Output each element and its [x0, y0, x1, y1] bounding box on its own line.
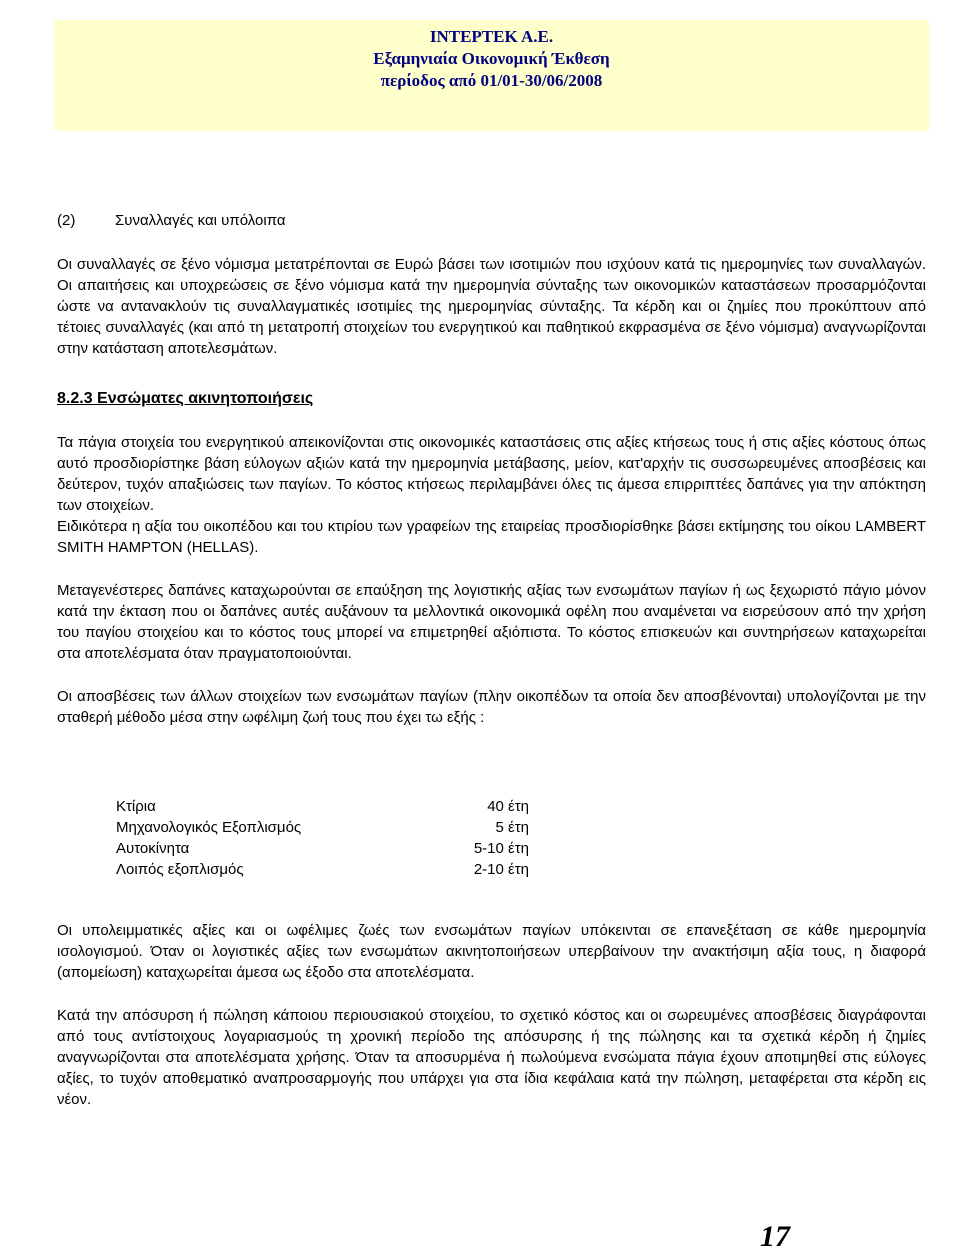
useful-life-table	[116, 796, 529, 880]
table-row	[116, 838, 529, 859]
asset-name: Λοιπός εξοπλισμός	[116, 861, 244, 878]
subsection-number: (2)	[57, 212, 76, 229]
report-period: περίοδος από 01/01-30/06/2008	[380, 71, 603, 90]
section-number: 8.2.3	[57, 390, 93, 407]
asset-life: 5-10 έτη	[473, 840, 529, 857]
subsection-heading	[57, 210, 926, 232]
page-number: 17	[760, 1220, 790, 1253]
report-title: Εξαμηνιαία Οικονομική Έκθεση	[373, 49, 610, 68]
asset-life: 40 έτη	[487, 798, 529, 815]
subsection-title: Συναλλαγές και υπόλοιπα	[115, 212, 286, 229]
table-row	[116, 817, 529, 838]
paragraph-4: Οι αποσβέσεις των άλλων στοιχείων των ενσωμάτων παγίων (πλην οικοπέδων τα οποία δεν αποσβένονται) υπολογίζονται με την σταθερή μέθοδο μέσα στην ωφέλιμη ζωή τους που έχει τω εξής :	[57, 688, 926, 726]
subsection-paragraph: Οι συναλλαγές σε ξένο νόμισμα μετατρέπονται σε Ευρώ βάσει των ισοτιμιών που ισχύουν κατά τις ημερομηνίες των συναλλαγών. Οι απαιτήσεις και υποχρεώσεις σε ξένο νόμισμα κατά την ημερομηνία σύνταξης των οικονομικών καταστάσεων προσαρμόζονται ώστε να αντανακλούν τις συναλλαγματικές ισοτιμίες της ημερομηνίας σύνταξης. Τα κέρδη και οι ζημίες που προκύπτουν από τέτοιες συναλλαγές (και από τη μετατροπή στοιχείων του ενεργητικού και παθητικού εκφρασμένα σε ξένο νόμισμα) αναγνωρίζονται στην κατάσταση αποτελεσμάτων.	[57, 256, 926, 357]
paragraph-3: Μεταγενέστερες δαπάνες καταχωρούνται σε επαύξηση της λογιστικής αξίας των ενσωμάτων παγίων ή ως ξεχωριστό πάγιο μόνον κατά την έκταση που οι δαπάνες αυτές αυξάνουν τα μελλοντικά οικονομικά οφέλη που αναμένεται να εισρεύσουν από την χρήση του παγίου στοιχείου και το κόστος τους μπορεί να επιμετρηθεί αξιόπιστα. Το κόστος επισκευών και συντηρήσεων καταχωρείται στα αποτελέσματα όταν πραγματοποιούνται.	[57, 582, 926, 662]
table-row	[116, 859, 529, 880]
asset-name: Μηχανολογικός Εξοπλισμός	[116, 819, 302, 836]
asset-name: Αυτοκίνητα	[116, 840, 190, 857]
paragraph-1: Τα πάγια στοιχεία του ενεργητικού απεικονίζονται στις οικονομικές καταστάσεις στις αξίες κτήσεως τους ή στις αξίες κόστους όπως αυτό προσδιορίστηκε βάση εύλογων αξιών κατά την ημερομηνία μετάβασης, μείον, κατ'αρχήν τις συσσωρευμένες αποσβέσεις και δεύτερον, τυχόν απαξιώσεις των παγίων. Το κόστος κτήσεως περιλαμβάνει όλες τις άμεσα επιρριπτέες δαπάνες για την απόκτηση των στοιχείων.	[57, 434, 926, 514]
section-title: Ενσώματες ακινητοποιήσεις	[97, 390, 314, 407]
section-heading	[57, 388, 926, 410]
table-row	[116, 796, 529, 817]
paragraph-6: Κατά την απόσυρση ή πώληση κάποιου περιουσιακού στοιχείου, το σχετικό κόστος και οι σωρευμένες αποσβέσεις διαγράφονται από τους αντίστοιχους λογαριασμούς τη χρονική περίοδο της απόσυρσης ή της πώλησης και τα σχετικά κέρδη ή ζημίες αναγνωρίζονται στα αποτελέσματα χρήσης. Όταν τα αποσυρμένα ή πωλούμενα ενσώματα πάγια έχουν αποτιμηθεί στις εύλογες αξίες, το τυχόν αποθεματικό αναπροσαρμογής που υπάρχει για στα ίδια κεφάλαια κατά την πώληση, μεταφέρεται στα κέρδη εις νέον.	[57, 1007, 926, 1108]
company-name: INTEPTEK A.E.	[429, 27, 554, 46]
page-content	[57, 210, 926, 1110]
asset-life: 2-10 έτη	[473, 861, 529, 878]
asset-name: Κτίρια	[116, 798, 156, 815]
paragraph-2: Ειδικότερα η αξία του οικοπέδου και του κτιρίου των γραφείων της εταιρείας προσδιορίσθηκε βάσει εκτίμησης του οίκου LAMBERT SMITH HAMPTON (HELLAS).	[57, 518, 926, 556]
paragraph-5: Οι υπολειμματικές αξίες και οι ωφέλιμες ζωές των ενσωμάτων παγίων υπόκεινται σε επανεξέταση σε κάθε ημερομηνία ισολογισμού. Όταν οι λογιστικές αξίες των ενσωμάτων ακινητοποιήσεων υπερβαίνουν την ανακτήσιμη αξία τους, η διαφορά (απομείωση) καταχωρείται άμεσα ως έξοδο στα αποτελέσματα.	[57, 922, 926, 981]
asset-life: 5 έτη	[495, 819, 529, 836]
report-header	[54, 20, 929, 131]
